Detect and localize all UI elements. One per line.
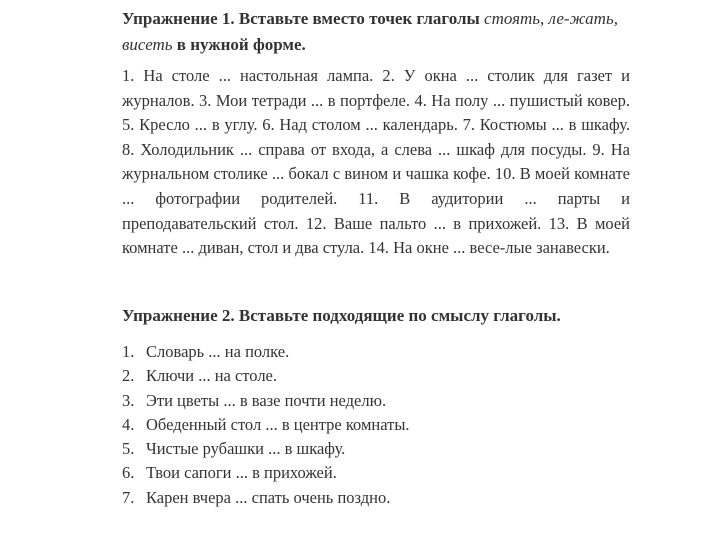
exercise-1-title-verbs: стоять, ле-жать, висеть bbox=[122, 9, 618, 54]
exercise-2-title: Упражнение 2. Вставьте подходящие по смыслу глаголы. bbox=[122, 306, 561, 325]
list-item bbox=[122, 364, 602, 388]
item-number: 2. bbox=[122, 366, 135, 386]
item-text: Твои сапоги ... в прихожей. bbox=[146, 463, 337, 483]
item-text: Карен вчера ... спать очень поздно. bbox=[146, 487, 391, 507]
item-text: Ключи ... на столе. bbox=[146, 366, 278, 386]
exercise-1-title bbox=[122, 6, 632, 58]
list-item bbox=[122, 413, 602, 437]
exercise-1-title-end: в нужной форме. bbox=[172, 35, 306, 54]
item-text: Словарь ... на полке. bbox=[146, 342, 290, 361]
item-number: 5. bbox=[122, 439, 135, 459]
item-text: Чистые рубашки ... в шкафу. bbox=[146, 439, 346, 459]
item-text: Обеденный стол ... в центре комнаты. bbox=[146, 414, 410, 434]
exercise-2-list bbox=[122, 340, 602, 510]
list-item bbox=[122, 437, 602, 461]
item-number: 7. bbox=[122, 487, 135, 507]
exercise-1-title-bold: Упражнение 1. Вставьте вместо точек глаголы bbox=[122, 9, 485, 28]
list-item bbox=[122, 389, 602, 413]
exercise-1-text: 1. На столе ... настольная лампа. 2. У окна ... столик для газет и журналов. 3. Мои тетради ... в портфеле. 4. На полу ... пушистый ковер. 5. Кресло ... в углу. 6. Над столом ... календарь. 7. Костюмы ... в шкафу. 8. Холодильник ... справа от входа, а слева ... шкаф для посуды. 9. На журнальном столике ... бокал с вином и чашка кофе. 10. В моей комнате ... фотографии родителей. 11. В аудитории ... парты и преподавательский стол. 12. Ваше пальто ... в прихожей. 13. В моей комнате ... диван, стол и два стула. 14. На окне ... весе-лые занавески. bbox=[122, 66, 630, 258]
list-item bbox=[122, 340, 602, 364]
item-text: Эти цветы ... в вазе почти неделю. bbox=[146, 390, 387, 410]
list-item bbox=[122, 486, 602, 510]
item-number: 6. bbox=[122, 463, 135, 483]
item-number: 1. bbox=[122, 342, 135, 361]
list-item bbox=[122, 461, 602, 485]
item-number: 3. bbox=[122, 390, 135, 410]
item-number: 4. bbox=[122, 414, 135, 434]
